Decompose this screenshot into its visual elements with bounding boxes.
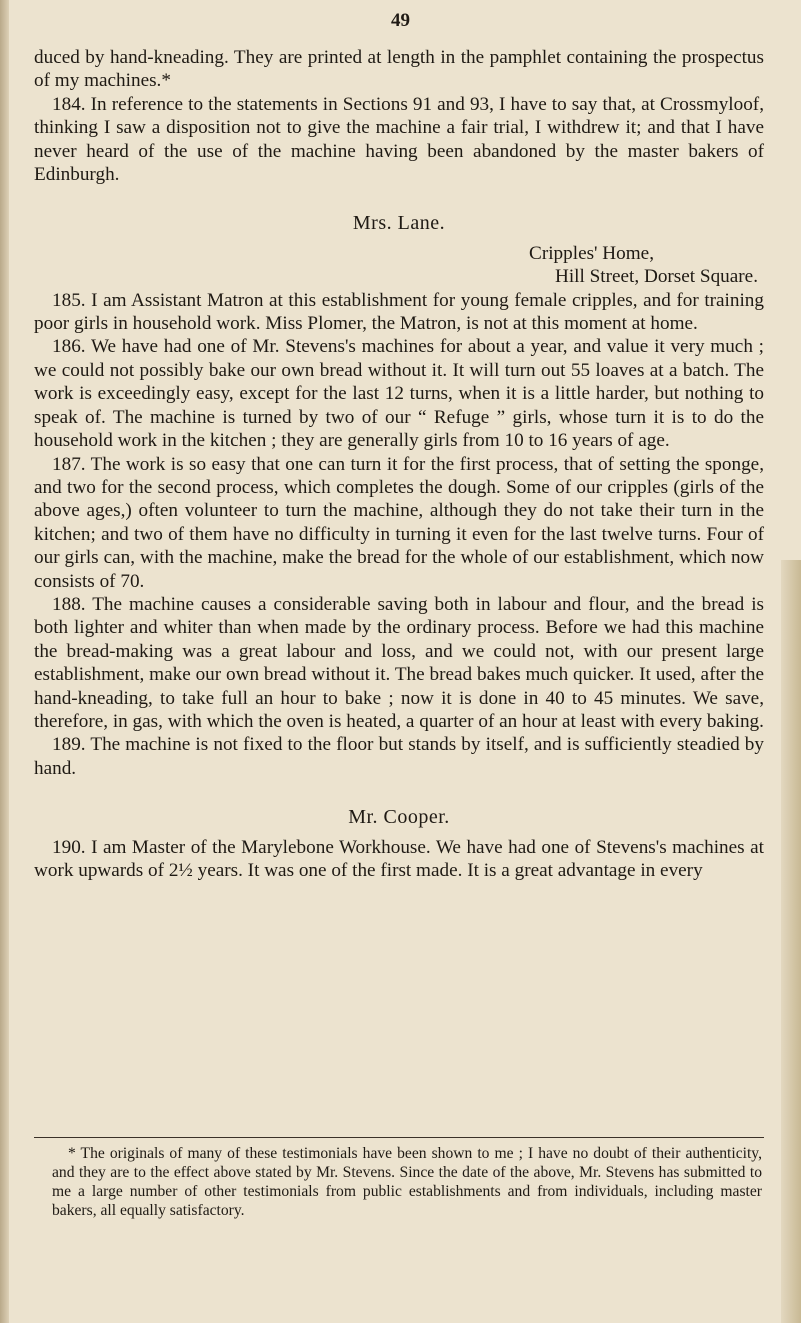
paragraph-185: 185. I am Assistant Matron at this establishment for young female cripples, and for training poor girls in household work. Miss Plomer, the Matron, is not at this moment at home. [34,289,764,335]
paragraph-184: 184. In reference to the statements in Sections 91 and 93, I have to say that, at Crossmyloof, thinking I saw a disposition not to give the machine a fair trial, I withdrew it; and that I have never heard of the use of the machine having been abandoned by the master bakers of Edinburgh. [34,93,764,186]
paragraph-189: 189. The machine is not fixed to the floor but stands by itself, and is sufficiently steadied by hand. [34,734,764,779]
paragraph-188: 188. The machine causes a considerable saving both in labour and flour, and the bread is both lighter and whiter than when made by the ordinary process. Before we had this machine the bread-making was a great labour and loss, and we could not, with our present large establishment, make our own bread without it. The bread bakes much quicker. It used, after the hand-kneading, to take full an hour to bake ; now it is done in 40 to 45 minutes. We save, therefore, in gas, with which the oven is heated, a quarter of an hour at least with every baking. [34,593,764,732]
paragraph-continued: duced by hand-kneading. They are printed at length in the pamphlet containing the prospectus of my machines.* [34,47,764,92]
page-right-edge [781,560,801,1323]
section-heading-mr-cooper: Mr. Cooper. [348,806,450,829]
address-line-2: Hill Street, Dorset Square. [554,266,758,288]
page-left-edge [0,0,9,1323]
address-line-1: Cripples' Home, [529,242,654,264]
footnote-rule [34,1137,764,1138]
footnote-text: * The originals of many of these testimonials have been shown to me ; I have no doubt of their authenticity, and they are to the effect above stated by Mr. Stevens. Since the date of the above, Mr. Stevens has submitted to me a large number of other testimonials from public establishments and from individuals, including master bakers, all equally satisfactory. [52,1145,762,1219]
body-text [34,46,764,882]
section-heading-mrs-lane: Mrs. Lane. [352,212,446,235]
paragraph-190: 190. I am Master of the Marylebone Workhouse. We have had one of Stevens's machines at work upwards of 2½ years. It was one of the first made. It is a great advantage in every [34,836,764,881]
paragraph-186: 186. We have had one of Mr. Stevens's machines for about a year, and value it very much ; we could not possibly bake our own bread without it. It will turn out 55 loaves at a batch. The work is exceedingly easy, except for the last 12 turns, when it is a little harder, but nothing to speak of. The machine is turned by two of our “ Refuge ” girls, whose turn it is to do the household work in the kitchen ; they are generally girls from 10 to 16 years of age. [34,336,764,452]
paragraph-187: 187. The work is so easy that one can turn it for the first process, that of setting the sponge, and two for the second process, which completes the dough. Some of our cripples (girls of the above ages,) often volunteer to turn the machine, although they do not take their turn in the kitchen; and two of them have no difficulty in turning it even for the last twelve turns. Four of our girls can, with the machine, make the bread for the whole of our establishment, which now consists of 70. [34,453,764,592]
page-number: 49 [391,10,410,31]
footnote [52,1144,762,1220]
